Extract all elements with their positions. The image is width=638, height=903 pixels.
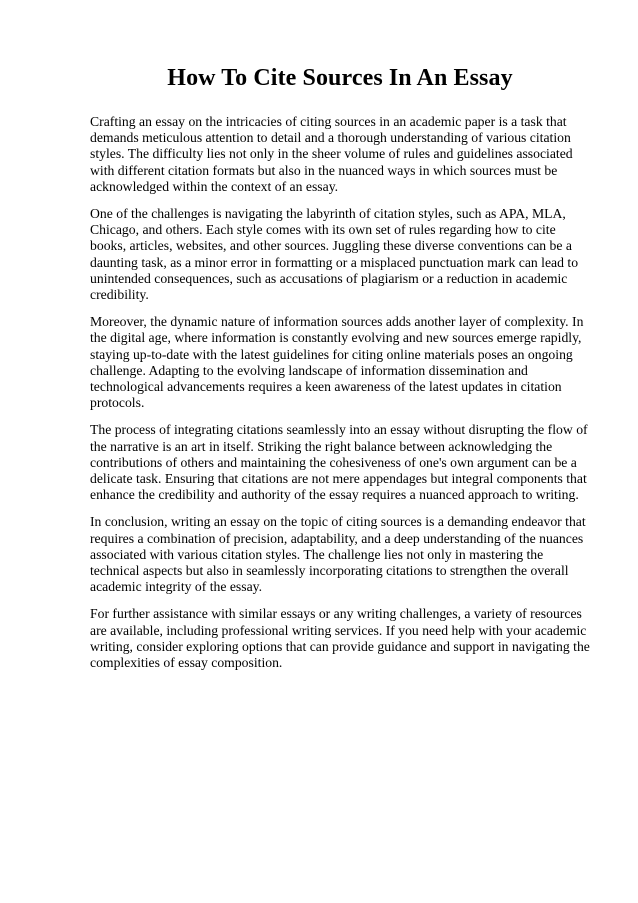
paragraph-2: One of the challenges is navigating the labyrinth of citation styles, such as APA, MLA, Chicago, and others. Each style comes with its own set of rules regarding how to cite books, articles, websites, and other sources. Juggling these diverse conventions can be a daunting task, as a minor error in formatting or a misplaced punctuation mark can lead to unintended consequences, such as accusations of plagiarism or a reduction in academic credibility. [90, 206, 579, 303]
paragraph-1: Crafting an essay on the intricacies of citing sources in an academic paper is a task that demands meticulous attention to detail and a thorough understanding of various citation styles. The difficulty lies not only in the sheer volume of rules and guidelines associated with different citation formats but also in the nuanced ways in which sources must be acknowledged within the context of an essay. [90, 114, 573, 194]
paragraph-6: For further assistance with similar essays or any writing challenges, a variety of resources are available, including professional writing services. If you need help with your academic writing, consider exploring options that can provide guidance and support in navigating the complexities of essay composition. [90, 606, 590, 671]
paragraph-4: The process of integrating citations seamlessly into an essay without disrupting the flow of the narrative is an art in itself. Striking the right balance between acknowledging the contributions of others and maintaining the cohesiveness of one's own argument can be a delicate task. Ensuring that citations are not mere appendages but integral components that enhance the credibility and authority of the essay requires a nuanced approach to writing. [90, 422, 588, 503]
paragraph-5: In conclusion, writing an essay on the topic of citing sources is a demanding endeavor that requires a combination of precision, adaptability, and a deep understanding of the nuances associated with various citation styles. The challenge lies not only in mastering the technical aspects but also in seamlessly incorporating citations to strengthen the overall academic integrity of the essay. [90, 514, 586, 595]
document-title: How To Cite Sources In An Essay [167, 65, 513, 91]
paragraph-3: Moreover, the dynamic nature of information sources adds another layer of complexity. In the digital age, where information is constantly evolving and new sources emerge rapidly, staying up-to-date with the latest guidelines for citing online materials poses an ongoing challenge. Adapting to the evolving landscape of information dissemination and technological advancements requires a keen awareness of the latest updates in citation protocols. [90, 314, 584, 411]
